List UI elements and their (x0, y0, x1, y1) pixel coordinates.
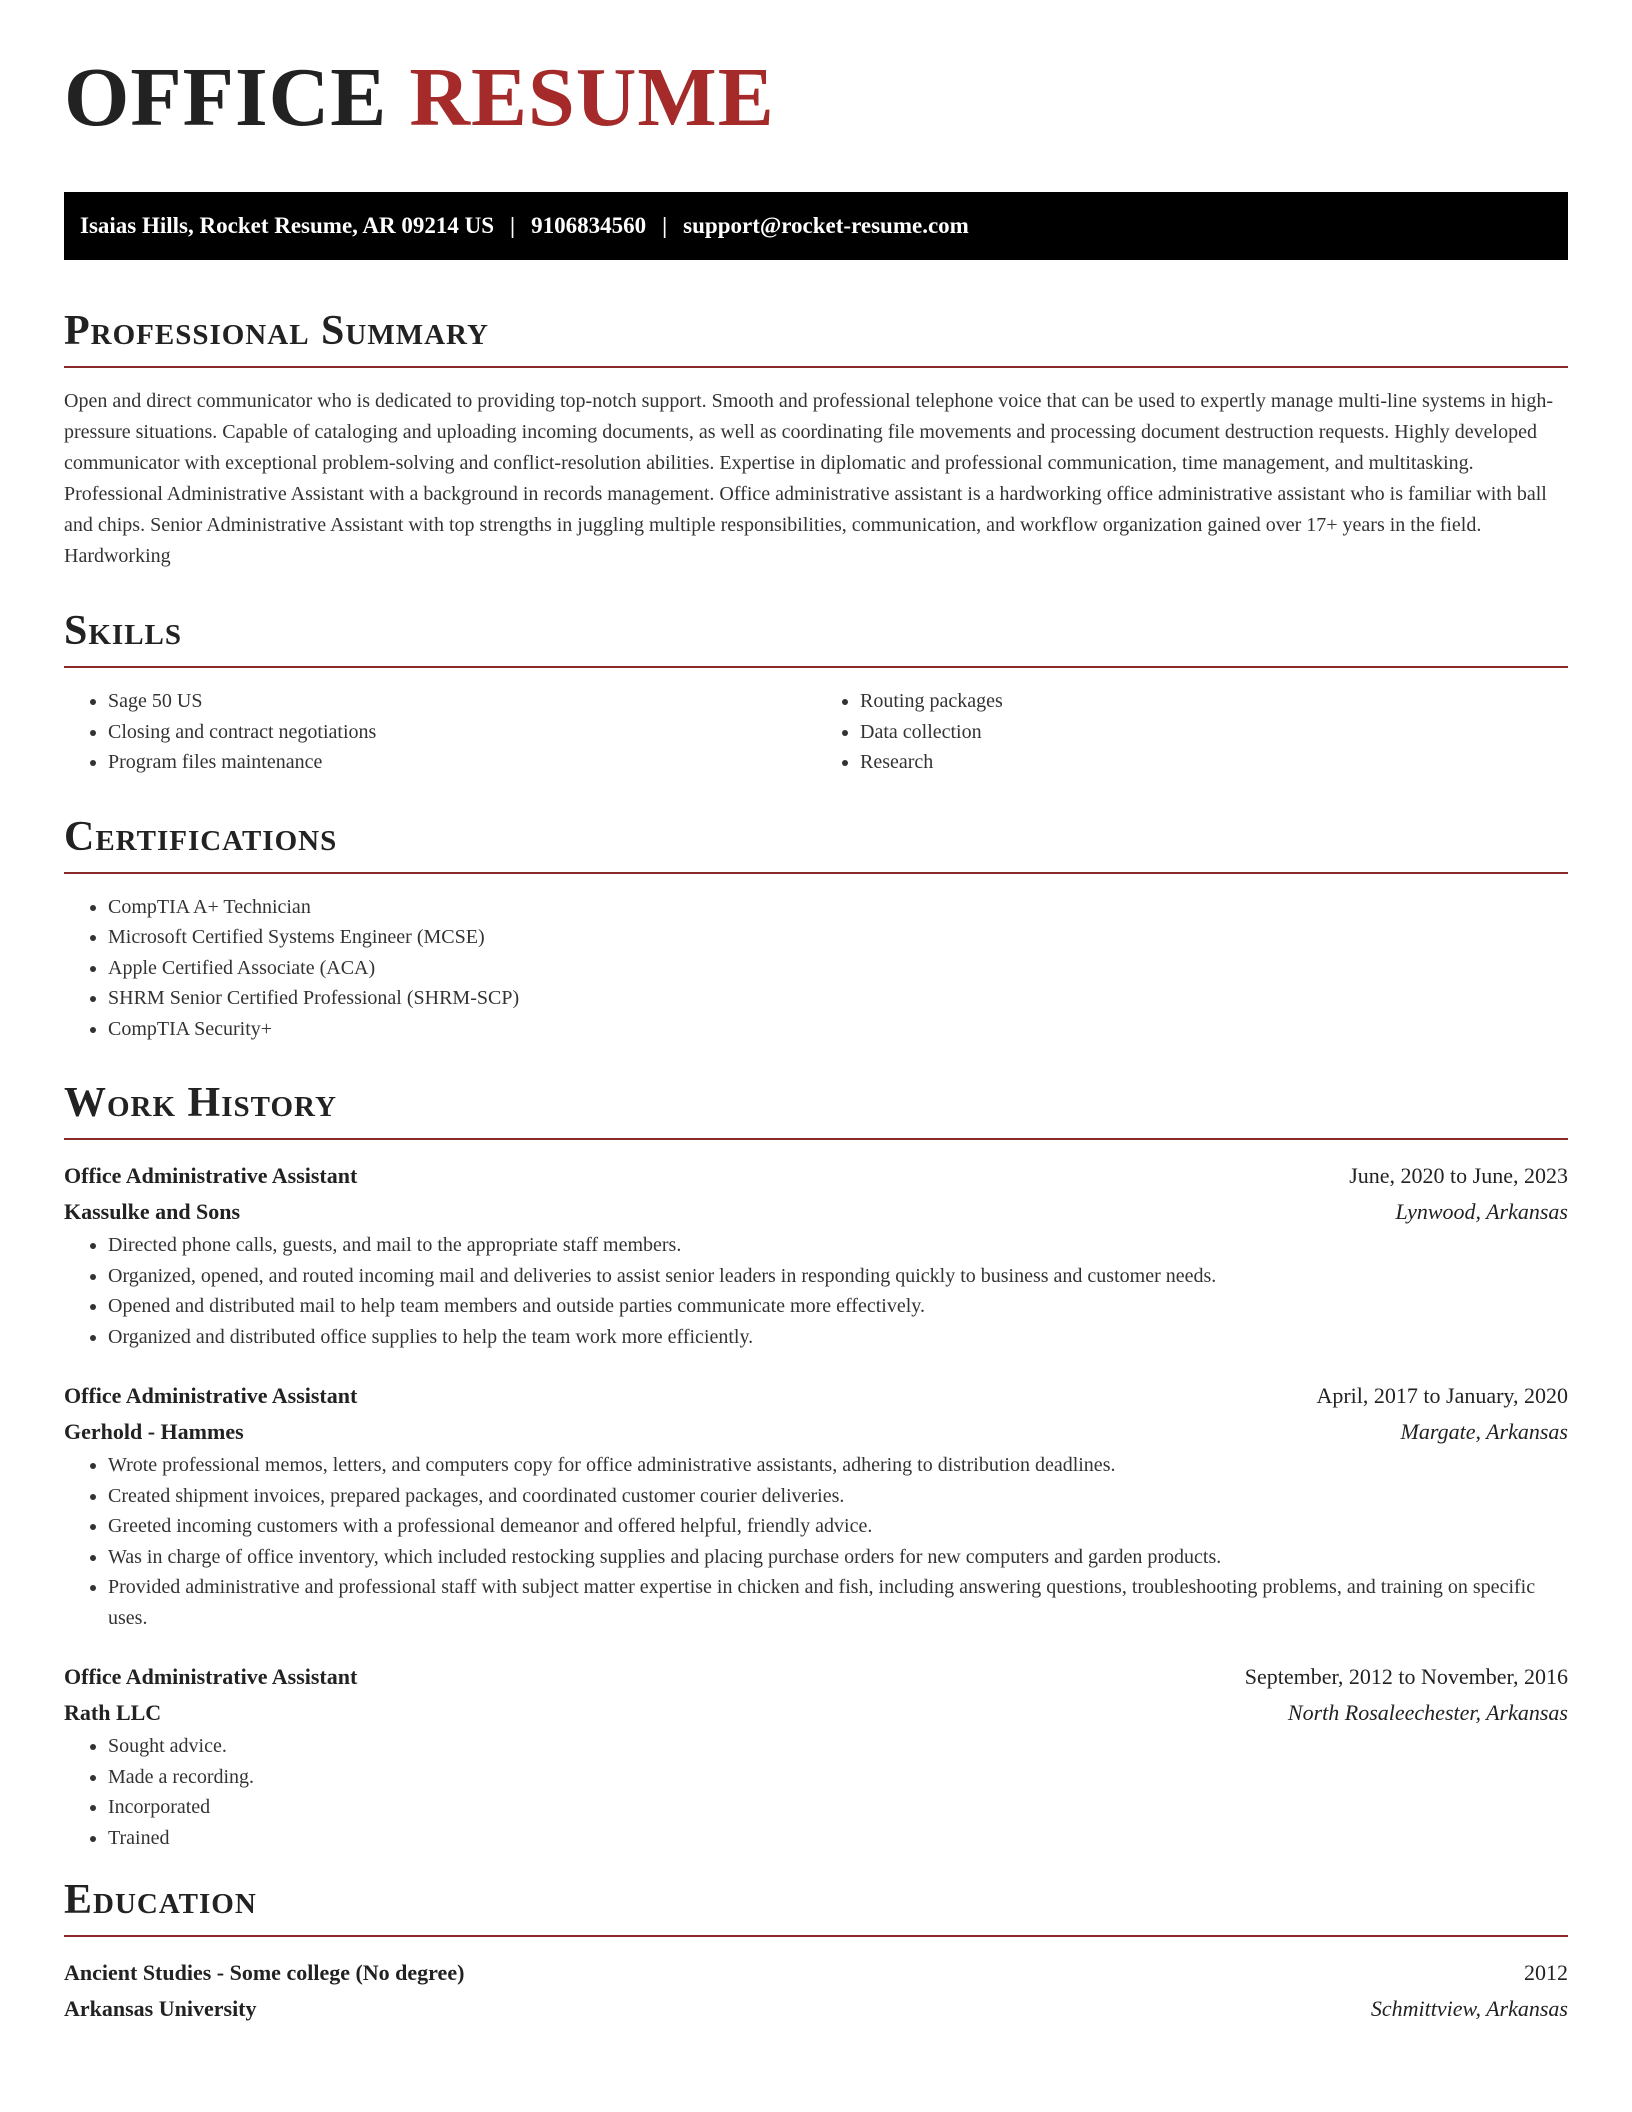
job-location: Margate, Arkansas (1400, 1419, 1568, 1444)
job-bullet: • Incorporated (108, 1792, 1568, 1823)
job-bullet: • Directed phone calls, guests, and mail to the appropriate staff members. (108, 1230, 1568, 1261)
job-bullets (64, 1230, 1568, 1352)
job-header-row (64, 1158, 1568, 1194)
job-company-row (64, 1414, 1568, 1450)
job-title: Office Administrative Assistant (64, 1383, 358, 1408)
education-row (64, 1955, 1568, 1991)
section-divider (64, 666, 1568, 668)
education-school-row (64, 1991, 1568, 2027)
job-location: Lynwood, Arkansas (1395, 1199, 1568, 1224)
job-entry (64, 1659, 1568, 1853)
contact-address: Isaias Hills, Rocket Resume, AR 09214 US (80, 213, 495, 238)
education-school: Arkansas University (64, 1996, 257, 2021)
education-year: 2012 (1524, 1960, 1568, 1985)
job-company: Gerhold - Hammes (64, 1419, 244, 1444)
job-dates: September, 2012 to November, 2016 (1244, 1664, 1568, 1689)
job-company-row (64, 1194, 1568, 1230)
skills-section (64, 610, 1568, 778)
resume-title (64, 51, 1568, 152)
certification-item: • Apple Certified Associate (ACA) (108, 953, 1568, 984)
job-entry (64, 1378, 1568, 1633)
contact-separator: | (510, 213, 516, 238)
certification-item: • CompTIA A+ Technician (108, 892, 1568, 923)
job-header-row (64, 1378, 1568, 1414)
job-bullet: • Sought advice. (108, 1731, 1568, 1762)
skills-heading: Skills (64, 608, 183, 654)
job-company: Kassulke and Sons (64, 1199, 241, 1224)
job-title: Office Administrative Assistant (64, 1664, 358, 1689)
job-bullets (64, 1731, 1568, 1853)
skills-list-left (64, 686, 816, 778)
certifications-section (64, 813, 1568, 1045)
skill-item: • Data collection (860, 717, 1568, 748)
section-divider (64, 366, 1568, 368)
title-word-office: OFFICE (64, 51, 388, 144)
section-divider (64, 872, 1568, 874)
education-heading: Education (64, 1877, 257, 1923)
summary-text: Open and direct communicator who is dedicated to providing top-notch support. Smooth and professional telephone voice that can be used to expertly manage multi-line systems in high-pressure situations. Capable of cataloging and uploading incoming documents, as well as coordinating file movements and processing document destruction requests. Highly developed communicator with exceptional problem-solving and conflict-resolution abilities. Expertise in diplomatic and professional communication, time management, and multitasking. Professional Administrative Assistant with a background in records management. Office administrative assistant is a hardworking office administrative assistant who is familiar with ball and chips. Senior Administrative Assistant with top strengths in juggling multiple responsibilities, communication, and workflow organization gained over 17+ years in the field. Hardworking (64, 390, 1554, 567)
skills-column-left (64, 686, 816, 778)
education-location: Schmittview, Arkansas (1370, 1996, 1568, 2021)
job-company-row (64, 1695, 1568, 1731)
contact-separator: | (662, 213, 668, 238)
work-history-heading: Work History (64, 1080, 337, 1126)
skill-item: • Routing packages (860, 686, 1568, 717)
job-location: North Rosaleechester, Arkansas (1287, 1700, 1568, 1725)
contact-phone: 9106834560 (531, 213, 647, 238)
title-word-resume: RESUME (409, 51, 775, 144)
job-title: Office Administrative Assistant (64, 1163, 358, 1188)
job-header-row (64, 1659, 1568, 1695)
certification-item: • Microsoft Certified Systems Engineer (MCSE) (108, 922, 1568, 953)
skills-column-right (816, 686, 1568, 778)
education-section (64, 1879, 1568, 2027)
skills-list-right (816, 686, 1568, 778)
job-bullet: • Greeted incoming customers with a professional demeanor and offered helpful, friendly advice. (108, 1511, 1568, 1542)
summary-section (64, 310, 1568, 572)
job-dates: June, 2020 to June, 2023 (1349, 1163, 1568, 1188)
job-company: Rath LLC (64, 1700, 162, 1725)
job-bullet: • Organized, opened, and routed incoming mail and deliveries to assist senior leaders in responding quickly to business and customer needs. (108, 1261, 1568, 1292)
education-degree: Ancient Studies - Some college (No degree) (64, 1960, 465, 1985)
skill-item: • Sage 50 US (108, 686, 816, 717)
job-bullet: • Wrote professional memos, letters, and computers copy for office administrative assistants, adhering to distribution deadlines. (108, 1450, 1568, 1481)
work-history-section (64, 1082, 1568, 1853)
job-bullet: • Opened and distributed mail to help team members and outside parties communicate more effectively. (108, 1291, 1568, 1322)
job-dates: April, 2017 to January, 2020 (1316, 1383, 1568, 1408)
job-bullet: • Organized and distributed office supplies to help the team work more efficiently. (108, 1322, 1568, 1353)
certifications-heading: Certifications (64, 813, 338, 860)
job-bullet: • Created shipment invoices, prepared packages, and coordinated customer courier deliveries. (108, 1481, 1568, 1512)
certification-item: • SHRM Senior Certified Professional (SHRM-SCP) (108, 983, 1568, 1014)
skill-item: • Research (860, 747, 1568, 778)
skill-item: • Closing and contract negotiations (108, 717, 816, 748)
summary-heading: Professional Summary (64, 308, 489, 354)
job-bullet: • Trained (108, 1823, 1568, 1854)
certifications-list (64, 892, 1568, 1045)
section-divider (64, 1138, 1568, 1140)
certification-item: • CompTIA Security+ (108, 1014, 1568, 1045)
job-bullet: • Provided administrative and professional staff with subject matter expertise in chicken and fish, including answering questions, troubleshooting problems, and training on specific uses. (108, 1572, 1568, 1633)
job-bullet: • Was in charge of office inventory, which included restocking supplies and placing purchase orders for new computers and garden products. (108, 1542, 1568, 1573)
contact-email: support@rocket-resume.com (683, 213, 969, 238)
section-divider (64, 1935, 1568, 1937)
job-entry (64, 1158, 1568, 1352)
skill-item: • Program files maintenance (108, 747, 816, 778)
job-bullets (64, 1450, 1568, 1633)
job-bullet: • Made a recording. (108, 1762, 1568, 1793)
skills-grid (64, 686, 1568, 778)
contact-bar (64, 192, 1568, 260)
